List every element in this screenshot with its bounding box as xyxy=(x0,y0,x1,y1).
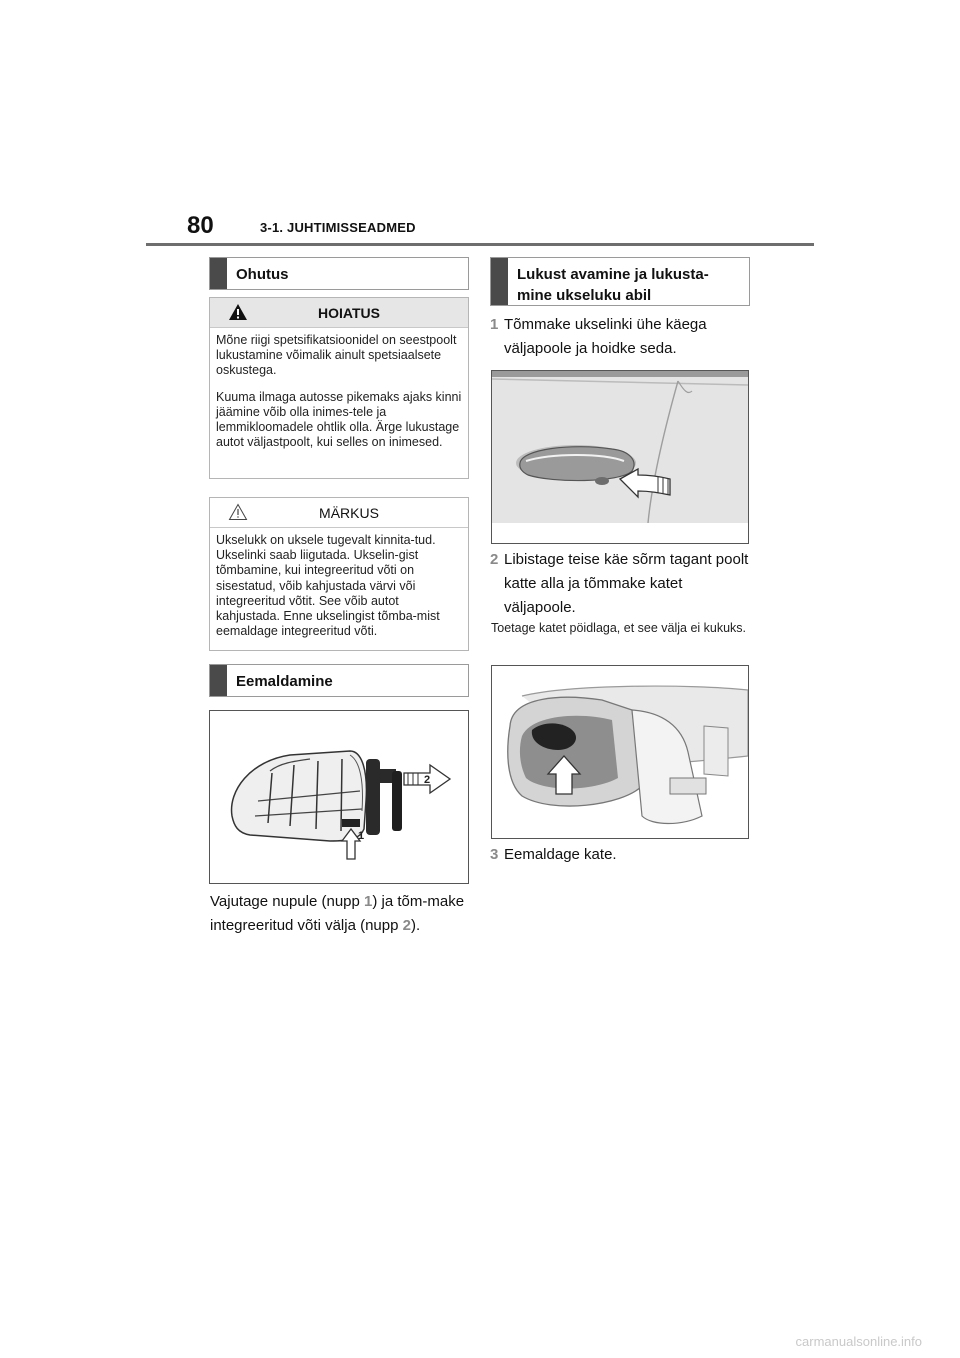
warning-paragraph: Kuuma ilmaga autosse pikemaks ajaks kinni jäämine võib olla inimes-tele ja lemmikloomadele ohtlik olla. Ärge lukustage autot väljastpoolt, kui selles on inimesed. xyxy=(216,389,462,450)
page-number: 80 xyxy=(187,212,214,239)
warning-paragraph: Mõne riigi spetsifikatsioonidel on seestpoolt lukustamine võimalik ainult spetsiaalsete oskustega. xyxy=(216,333,457,378)
door-lock-heading-label: Lukust avamine ja lukusta-mine ukseluku abil xyxy=(517,266,709,304)
callout-number: 1 xyxy=(364,893,373,910)
callout-number: 2 xyxy=(402,917,411,934)
safety-heading xyxy=(209,257,469,290)
step-1 xyxy=(490,313,752,361)
warning-triangle-icon xyxy=(228,303,248,321)
warning-body xyxy=(210,328,468,456)
figure-callout-2: 2 xyxy=(424,774,431,786)
step-number: 1 xyxy=(490,316,499,333)
step-3 xyxy=(490,843,752,867)
door-handle-illustration xyxy=(492,371,748,543)
removal-instructions xyxy=(210,890,472,938)
warning-box xyxy=(209,297,469,479)
removal-heading xyxy=(209,664,469,697)
step-number: 2 xyxy=(490,551,499,568)
note-box xyxy=(209,497,469,651)
key-removal-figure xyxy=(209,710,469,884)
step-text: Eemaldage kate. xyxy=(504,846,617,863)
cover-removal-figure xyxy=(491,665,749,839)
caution-triangle-icon xyxy=(228,503,248,521)
door-handle-figure xyxy=(491,370,749,544)
step-2 xyxy=(490,548,752,620)
section-title: 3-1. JUHTIMISSEADMED xyxy=(260,220,416,235)
safety-heading-label: Ohutus xyxy=(236,266,289,283)
figure-callout-1: 1 xyxy=(358,830,365,842)
key-fob-illustration xyxy=(210,711,468,883)
warning-header xyxy=(210,298,468,328)
removal-text: Vajutage nupule (nupp xyxy=(210,893,365,910)
step-text: Tõmmake ukselinki ühe käega väljapoole ja hoidke seda. xyxy=(504,316,707,357)
watermark: carmanualsonline.info xyxy=(795,1334,922,1349)
step-text: Libistage teise käe sõrm tagant poolt katte alla ja tõmmake katet väljapoole. xyxy=(504,551,749,616)
step-number: 3 xyxy=(490,846,499,863)
door-lock-heading xyxy=(490,257,750,306)
warning-title: HOIATUS xyxy=(318,304,380,321)
removal-text: ). xyxy=(410,917,421,934)
note-title: MÄRKUS xyxy=(319,504,379,521)
note-body xyxy=(210,528,468,645)
removal-text: ) ja tõm-make integreeritud võti välja (nupp xyxy=(210,893,465,934)
handle-cover-illustration xyxy=(492,666,748,838)
note-paragraph: Ukselukk on uksele tugevalt kinnita-tud. Ukselinki saab liigutada. Ukselin-gist tõmbamine, kui integreeritud võti on sisestatud, võib kahjustada värvi või integreeritud võtit. See võib autot kahjustada. Enne ukselingist tõmba-mist eemaldage integreeritud võti. xyxy=(216,533,440,639)
removal-heading-label: Eemaldamine xyxy=(236,673,333,690)
header-divider xyxy=(146,243,814,246)
note-header xyxy=(210,498,468,528)
support-note: Toetage katet pöidlaga, et see välja ei kukuks. xyxy=(491,621,747,635)
